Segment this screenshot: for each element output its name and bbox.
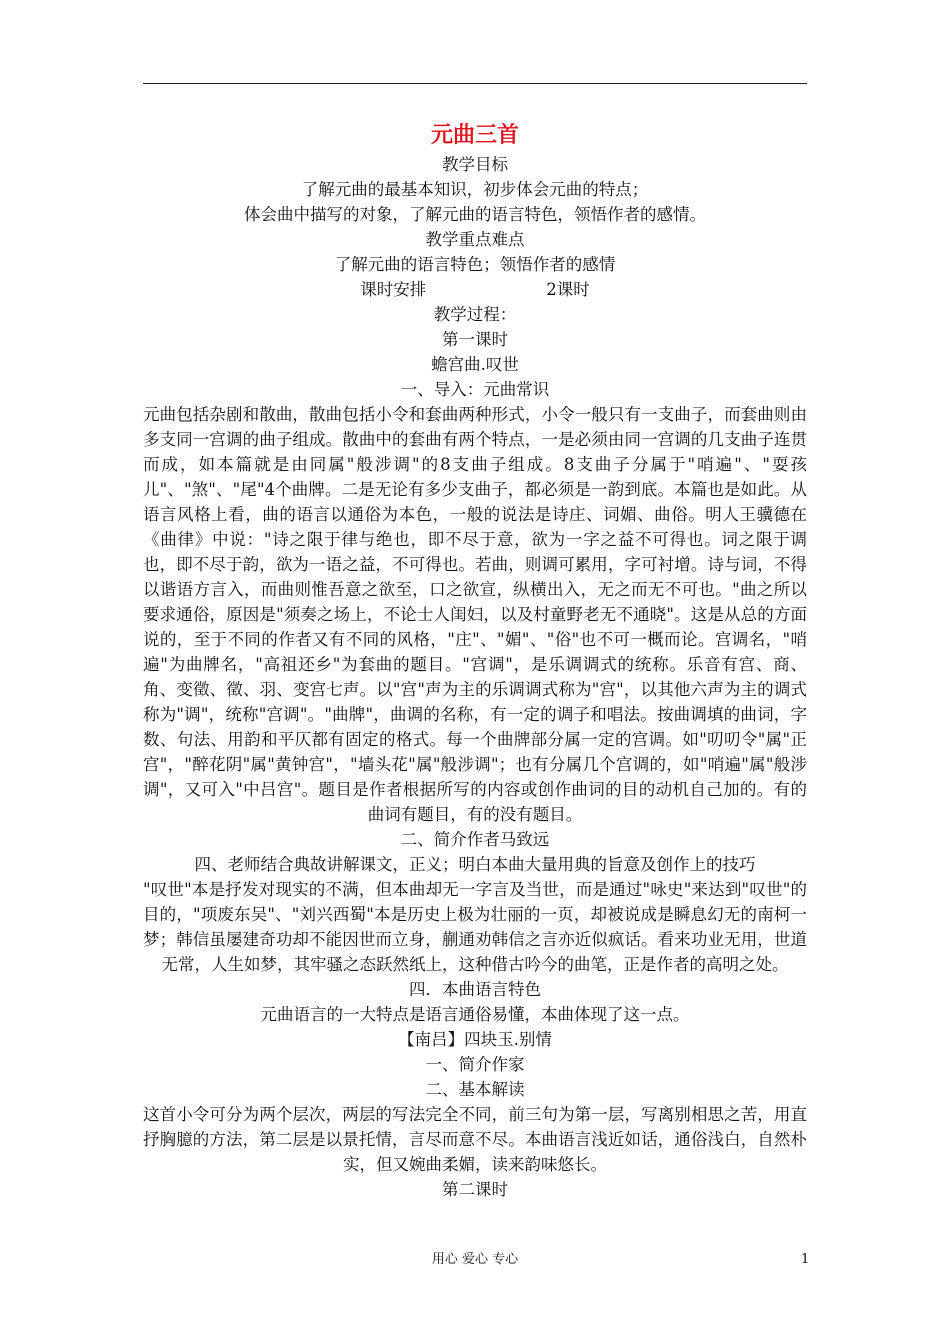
heading-piece-1: 蟾宫曲.叹世 [431, 355, 519, 374]
heading-teaching-goals: 教学目标 [442, 155, 508, 174]
goal-line-1: 了解元曲的最基本知识，初步体会元曲的特点； [301, 180, 649, 199]
paragraph-tanshi: "叹世"本是抒发对现实的不满，但本曲却无一字言及当世，而是通过"咏史"来达到"叹世"的目的，"项废东吴"、"刘兴西蜀"本是历史上极为壮丽的一页，却被说成是瞬息幻无的南柯一梦；韩信虽屡建奇功却不能因世而立身，蒯通劝韩信之言亦近似疯话。看来功业无用，世道无常，人生如梦，其牢骚之态跃然纸上，这种借古吟今的曲笔，正是作者的高明之处。 [143, 880, 807, 974]
heading-language: 四．本曲语言特色 [409, 980, 541, 999]
schedule-value: 2课时 [546, 280, 590, 299]
heading-lesson-2: 第二课时 [442, 1180, 508, 1199]
heading-key-points: 教学重点难点 [425, 230, 525, 249]
document-title: 元曲三首 [430, 122, 519, 148]
language-line: 元曲语言的一大特点是语言通俗易懂，本曲体现了这一点。 [260, 1005, 690, 1024]
heading-lesson-1: 第一课时 [442, 330, 508, 349]
paragraph-yuanqu-knowledge: 元曲包括杂剧和散曲，散曲包括小令和套曲两种形式，小令一般只有一支曲子，而套曲则由多支同一宫调的曲子组成。散曲中的套曲有两个特点，一是必须由同一宫调的几支曲子连贯而成，如本篇就是由同属"般涉调"的8支曲子组成。8支曲子分属于"哨遍"、"耍孩儿"、"煞"、"尾"4个曲牌。二是无论有多少支曲子，都必须是一韵到底。本篇也是如此。从语言风格上看，曲的语言以通俗为本色，一般的说法是诗庄、词媚、曲俗。明人王骥德在《曲律》中说："诗之限于律与绝也，即不尽于意，欲为一字之益不可得也。词之限于调也，即不尽于韵，欲为一语之益，不可得也。若曲，则调可累用，字可衬增。诗与词，不得以谐语方言入，而曲则惟吾意之欲至，口之欲宣，纵横出入，无之而无不可也。"曲之所以要求通俗，原因是"须奏之场上，不论士人闺妇，以及村童野老无不通晓"。这是从总的方面说的，至于不同的作者又有不同的风格，"庄"、"媚"、"俗"也不可一概而论。宫调名，"哨遍"为曲牌名，"高祖还乡"为套曲的题目。"宫调"，是乐调调式的统称。乐音有宫、商、角、变徵、徵、羽、变宫七声。以"宫"声为主的乐调调式称为"宫"，以其他六声为主的调式称为"调"，统称"宫调"。"曲牌"，曲调的名称，有一定的调子和唱法。按曲调填的曲词，字数、句法、用韵和平仄都有固定的格式。每一个曲牌部分属一定的宫调。如"叨叨令"属"正宫"，"醉花阴"属"黄钟宫"，"墙头花"属"般涉调"；也有分属几个宫调的，如"哨遍"属"般涉调"，又可入"中吕宫"。题目是作者根据所写的内容或创作曲词的目的动机自己加的。有的曲词有题目，有的没有题目。 [143, 405, 807, 824]
heading-reading: 二、基本解读 [425, 1080, 525, 1099]
heading-author: 二、简介作者马致远 [400, 830, 550, 849]
key-points-line: 了解元曲的语言特色；领悟作者的感情 [334, 255, 616, 274]
heading-author-2: 一、简介作家 [425, 1055, 525, 1074]
goal-line-2: 体会曲中描写的对象，了解元曲的语言特色，领悟作者的感情。 [244, 205, 706, 224]
header-rule [143, 83, 807, 84]
schedule-line [143, 277, 807, 302]
paragraph-bieqing: 这首小令可分为两个层次，两层的写法完全不同，前三句为第一层，写离别相思之苦，用直抒胸臆的方法，第二层是以景托情，言尽而意不尽。本曲语言浅近如话，通俗浅白，自然朴实，但又婉曲柔媚，读来韵味悠长。 [143, 1105, 807, 1174]
document-body [143, 118, 807, 1202]
footer-text: 用心 爱心 专心 [431, 1252, 519, 1267]
schedule-label: 课时安排 [360, 280, 427, 299]
heading-explanation: 四、老师结合典故讲解课文，正义；明白本曲大量用典的旨意及创作上的技巧 [194, 855, 756, 874]
heading-piece-2: 【南吕】四块玉.别情 [398, 1030, 552, 1049]
page-number: 1 [801, 1252, 810, 1267]
heading-process: 教学过程： [433, 305, 517, 324]
heading-intro: 一、导入：元曲常识 [400, 380, 550, 399]
